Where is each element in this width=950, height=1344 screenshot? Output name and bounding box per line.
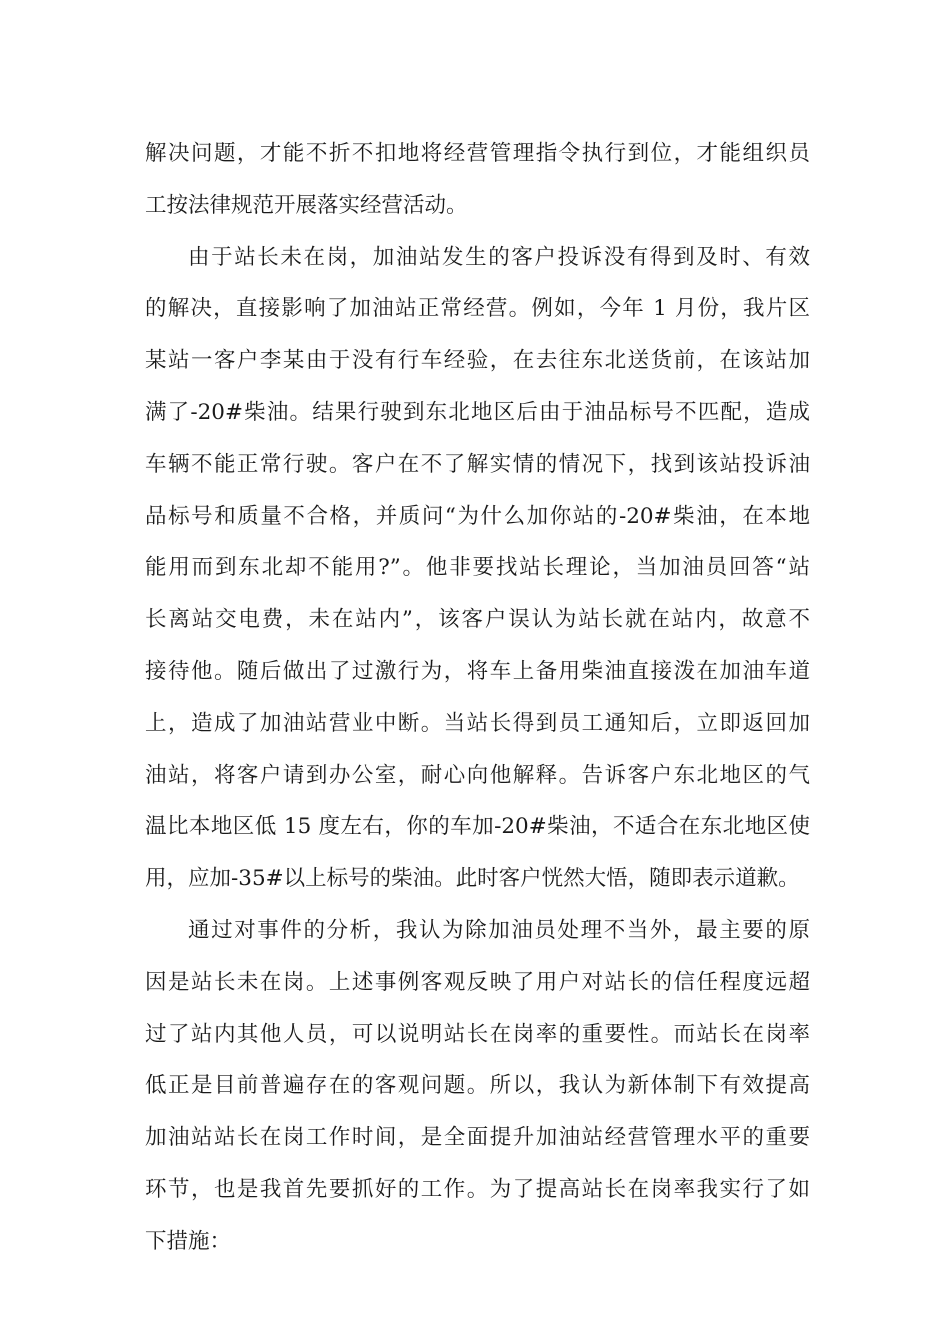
text-line: 低正是目前普遍存在的客观问题。所以，我认为新体制下有效提高 xyxy=(145,1073,810,1099)
text-line: 某站一客户李某由于没有行车经验，在去往东北送货前，在该站加 xyxy=(145,348,810,374)
text-line: 解决问题，才能不折不扣地将经营管理指令执行到位，才能组织员 xyxy=(145,141,810,166)
text-line: 环节，也是我首先要抓好的工作。为了提高站长在岗率我实行了如 xyxy=(145,1176,810,1202)
text-line: 温比本地区低 15 度左右，你的车加-20#柴油，不适合在东北地区使 xyxy=(145,814,810,840)
text-line: 加油站站长在岗工作时间，是全面提升加油站经营管理水平的重要 xyxy=(145,1125,810,1151)
text-line: 接待他。随后做出了过激行为，将车上备用柴油直接泼在加油车道 xyxy=(145,658,810,684)
text-line: 能用而到东北却不能用?”。他非要找站长理论，当加油员回答“站 xyxy=(145,555,810,581)
text-line: 工按法律规范开展落实经营活动。 xyxy=(145,192,468,218)
text-line: 满了-20#柴油。结果行驶到东北地区后由于油品标号不匹配，造成 xyxy=(145,399,810,425)
text-line: 上，造成了加油站营业中断。当站长得到员工通知后，立即返回加 xyxy=(145,710,810,736)
text-line: 通过对事件的分析，我认为除加油员处理不当外，最主要的原 xyxy=(188,917,810,943)
text-line: 用，应加-35#以上标号的柴油。此时客户恍然大悟，随即表示道歉。 xyxy=(145,866,800,892)
text-line: 由于站长未在岗，加油站发生的客户投诉没有得到及时、有效 xyxy=(188,244,810,270)
text-line: 品标号和质量不合格，并质问“为什么加你站的-20#柴油，在本地 xyxy=(145,503,810,529)
text-line: 因是站长未在岗。上述事例客观反映了用户对站长的信任程度远超 xyxy=(145,969,810,995)
text-line: 下措施： xyxy=(145,1228,232,1254)
text-line: 油站，将客户请到办公室，耐心向他解释。告诉客户东北地区的气 xyxy=(145,762,810,788)
text-line: 长离站交电费，未在站内”，该客户误认为站长就在站内，故意不 xyxy=(145,607,810,633)
text-line: 车辆不能正常行驶。客户在不了解实情的情况下，找到该站投诉油 xyxy=(145,451,810,477)
document-body xyxy=(145,128,810,1268)
text-line: 过了站内其他人员，可以说明站长在岗率的重要性。而站长在岗率 xyxy=(145,1021,810,1047)
text-line: 的解决，直接影响了加油站正常经营。例如，今年 1 月份，我片区 xyxy=(145,296,810,322)
